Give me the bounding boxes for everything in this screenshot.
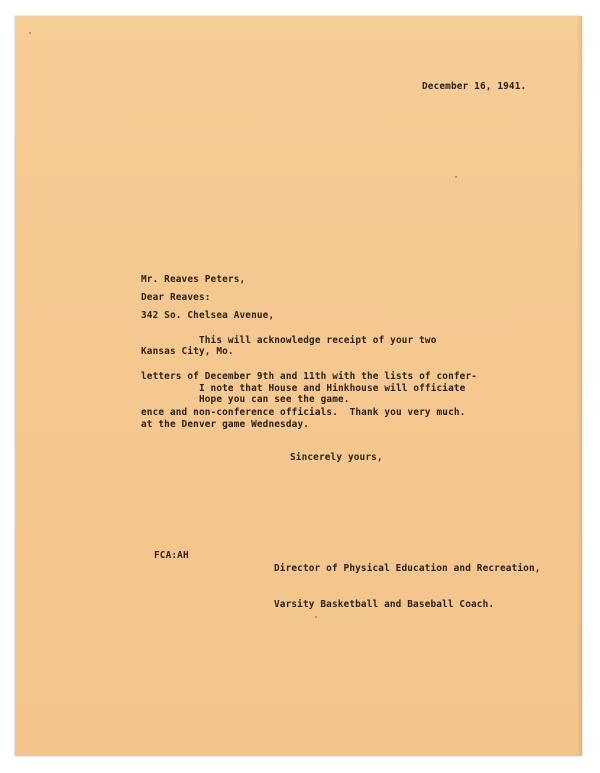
signature-block bbox=[274, 539, 541, 635]
paper-edge-shadow bbox=[577, 16, 582, 756]
paragraph-2 bbox=[141, 359, 465, 455]
paper-speck bbox=[315, 616, 317, 618]
letter-page bbox=[15, 16, 582, 756]
paragraph-1-line-3: ence and non-conference officials. Thank you very much. bbox=[141, 407, 466, 418]
salutation: Dear Reaves: bbox=[141, 292, 211, 303]
recipient-street: 342 So. Chelsea Avenue, bbox=[141, 310, 275, 321]
recipient-city: Kansas City, Mo. bbox=[141, 346, 234, 357]
recipient-name: Mr. Reaves Peters, bbox=[141, 274, 246, 285]
paragraph-2-line-1: I note that House and Hinkhouse will officiate bbox=[141, 383, 466, 394]
signature-title-line-1: Director of Physical Education and Recreation, bbox=[274, 563, 541, 574]
paragraph-1-line-2: letters of December 9th and 11th with the lists of confer- bbox=[141, 371, 478, 382]
letter-date: December 16, 1941. bbox=[422, 81, 527, 92]
paper-speck bbox=[29, 32, 31, 34]
paragraph-3: Hope you can see the game. bbox=[141, 394, 350, 405]
paragraph-2-line-2: at the Denver game Wednesday. bbox=[141, 419, 310, 430]
closing: Sincerely yours, bbox=[290, 452, 383, 463]
paragraph-1-line-1: This will acknowledge receipt of your two bbox=[141, 335, 437, 346]
typist-initials: FCA:AH bbox=[154, 550, 189, 561]
paper-speck bbox=[455, 176, 457, 178]
signature-title-line-2: Varsity Basketball and Baseball Coach. bbox=[274, 599, 495, 610]
